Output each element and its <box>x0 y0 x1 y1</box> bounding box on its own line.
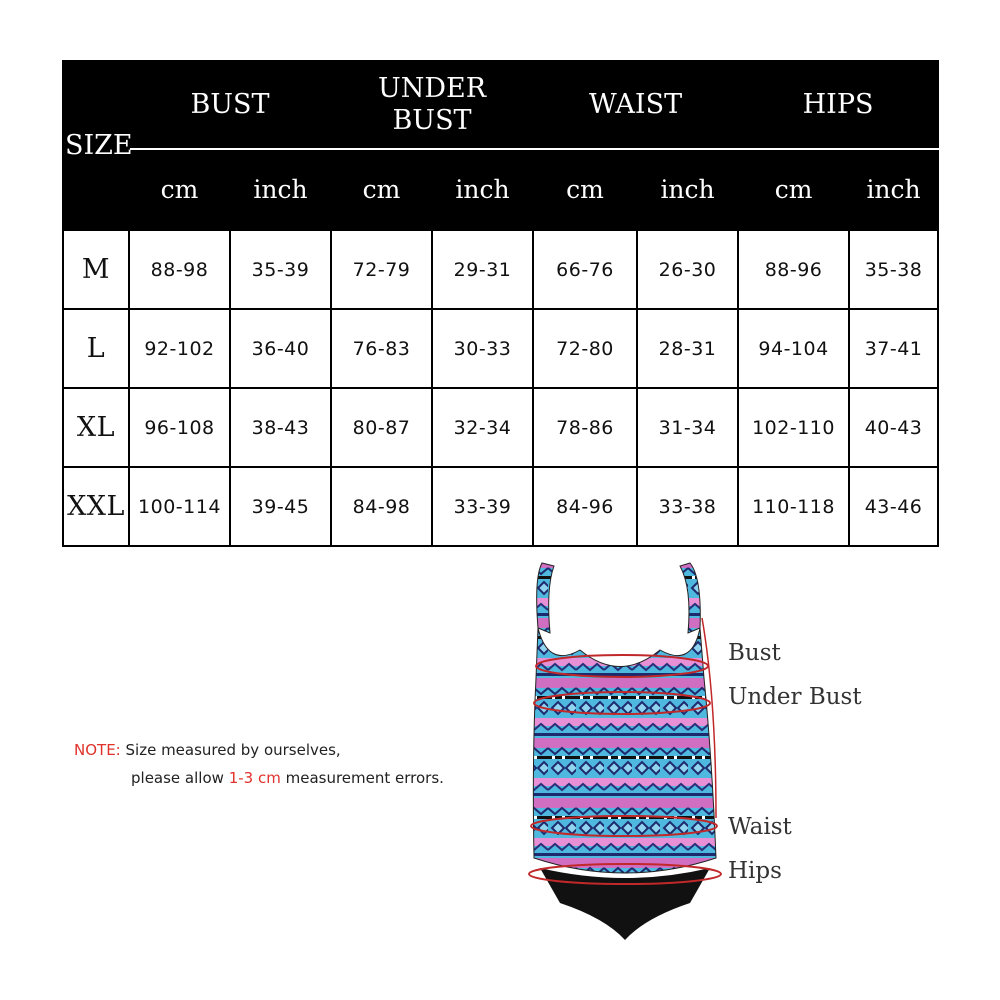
table-cell: 96-108 <box>129 388 230 467</box>
table-row <box>63 388 938 467</box>
note-text: please allow <box>131 769 224 787</box>
note-text: Size measured by ourselves, <box>125 741 341 759</box>
bikini-bottom <box>540 868 710 940</box>
table-cell: 33-39 <box>432 467 533 546</box>
bust-group-header: BUST <box>129 61 331 149</box>
table-cell: 37-41 <box>849 309 938 388</box>
size-column-header: SIZE <box>63 61 129 230</box>
hips-group-header: HIPS <box>738 61 938 149</box>
table-cell: 110-118 <box>738 467 849 546</box>
hips-label: Hips <box>728 858 782 884</box>
unit-header: inch <box>230 149 331 230</box>
unit-header: inch <box>432 149 533 230</box>
table-cell: 92-102 <box>129 309 230 388</box>
size-label: XL <box>63 388 129 467</box>
table-row <box>63 309 938 388</box>
table-cell: 26-30 <box>637 230 738 309</box>
table-cell: 35-38 <box>849 230 938 309</box>
table-cell: 88-96 <box>738 230 849 309</box>
table-cell: 102-110 <box>738 388 849 467</box>
table-cell: 94-104 <box>738 309 849 388</box>
table-cell: 80-87 <box>331 388 432 467</box>
table-cell: 30-33 <box>432 309 533 388</box>
size-label: M <box>63 230 129 309</box>
table-cell: 43-46 <box>849 467 938 546</box>
left-strap <box>537 563 554 633</box>
table-cell: 100-114 <box>129 467 230 546</box>
note-prefix: NOTE: <box>74 741 121 759</box>
unit-header: cm <box>738 149 849 230</box>
size-chart-table <box>62 60 939 547</box>
swimsuit-illustration <box>520 558 730 943</box>
table-cell: 33-38 <box>637 467 738 546</box>
table-cell: 39-45 <box>230 467 331 546</box>
table-cell: 35-39 <box>230 230 331 309</box>
unit-header: cm <box>129 149 230 230</box>
waist-label: Waist <box>728 814 792 840</box>
table-cell: 29-31 <box>432 230 533 309</box>
table-cell: 72-80 <box>533 309 637 388</box>
note-error-range: 1-3 cm <box>228 769 281 787</box>
under-bust-label: Under Bust <box>728 684 862 710</box>
table-cell: 40-43 <box>849 388 938 467</box>
note-line-2 <box>74 764 444 792</box>
size-label: XXL <box>63 467 129 546</box>
measurement-note <box>74 736 444 792</box>
table-cell: 88-98 <box>129 230 230 309</box>
table-cell: 28-31 <box>637 309 738 388</box>
size-label: L <box>63 309 129 388</box>
note-line-1 <box>74 736 444 764</box>
unit-header: cm <box>331 149 432 230</box>
table-cell: 36-40 <box>230 309 331 388</box>
table-row <box>63 467 938 546</box>
unit-header: cm <box>533 149 637 230</box>
unit-header: inch <box>637 149 738 230</box>
table-cell: 76-83 <box>331 309 432 388</box>
right-strap <box>680 563 700 633</box>
table-cell: 84-98 <box>331 467 432 546</box>
table-cell: 32-34 <box>432 388 533 467</box>
table-cell: 72-79 <box>331 230 432 309</box>
table-cell: 84-96 <box>533 467 637 546</box>
table-cell: 38-43 <box>230 388 331 467</box>
unit-header: inch <box>849 149 938 230</box>
table-cell: 31-34 <box>637 388 738 467</box>
under-bust-group-header: UNDER BUST <box>331 61 533 149</box>
table-row <box>63 230 938 309</box>
note-text: measurement errors. <box>285 769 444 787</box>
waist-group-header: WAIST <box>533 61 738 149</box>
bust-label: Bust <box>728 640 781 666</box>
table-cell: 66-76 <box>533 230 637 309</box>
table-cell: 78-86 <box>533 388 637 467</box>
